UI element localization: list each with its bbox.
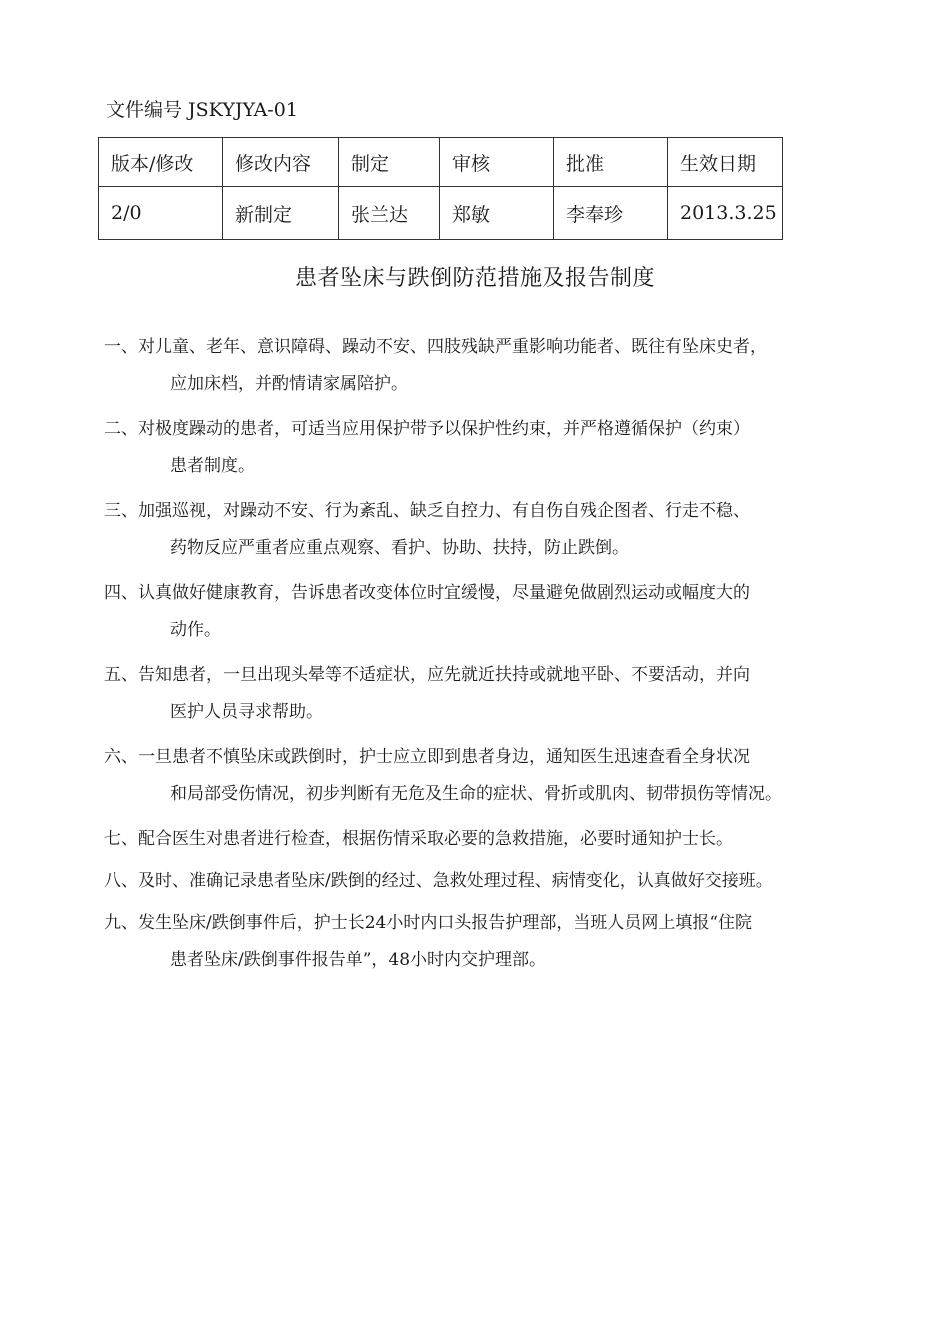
cell-change-content: 新制定: [223, 187, 339, 240]
version-table-header-row: [99, 138, 783, 187]
policy-item: [104, 866, 864, 906]
cell-reviewed-by: 郑敏: [440, 187, 554, 240]
policy-item: [104, 908, 864, 988]
policy-item-line: 七、配合医生对患者进行检查，根据伤情采取必要的急救措施，必要时通知护士长。: [104, 829, 733, 849]
policy-item-continuation: 应加床档，并酌情请家属陪护。: [170, 374, 408, 394]
header-drafted-by: 制定: [339, 138, 440, 187]
version-table-row: [99, 187, 783, 240]
header-reviewed-by: 审核: [440, 138, 554, 187]
policy-item-continuation: 动作。: [170, 620, 221, 640]
policy-item-continuation: 医护人员寻求帮助。: [170, 702, 323, 722]
cell-approved-by: 李奉珍: [554, 187, 668, 240]
policy-item-continuation: 患者制度。: [170, 456, 255, 476]
policy-item-line: 四、认真做好健康教育，告诉患者改变体位时宜缓慢，尽量避免做剧烈运动或幅度大的: [104, 583, 750, 603]
policy-item-line: 三、加强巡视，对躁动不安、行为紊乱、缺乏自控力、有自伤自残企图者、行走不稳、: [104, 501, 750, 521]
policy-item-line: 六、一旦患者不慎坠床或跌倒时，护士应立即到患者身边，通知医生迅速查看全身状况: [104, 747, 750, 767]
cell-drafted-by: 张兰达: [339, 187, 440, 240]
header-effective-date: 生效日期: [668, 138, 783, 187]
policy-item-continuation: 药物反应严重者应重点观察、看护、协助、扶持，防止跌倒。: [170, 538, 629, 558]
policy-item-line: 一、对儿童、老年、意识障碍、躁动不安、四肢残缺严重影响功能者、既往有坠床史者，: [104, 337, 767, 357]
policy-item: [104, 496, 864, 576]
document-title: 患者坠床与跌倒防范措施及报告制度: [294, 266, 655, 291]
version-table: [98, 137, 783, 240]
header-change-content: 修改内容: [223, 138, 339, 187]
file-number: 文件编号 JSKYJYA-01: [106, 99, 298, 121]
policy-item-line: 九、发生坠床/跌倒事件后，护士长24小时内口头报告护理部，当班人员网上填报“住院: [104, 913, 753, 933]
policy-item-line: 二、对极度躁动的患者，可适当应用保护带予以保护性约束，并严格遵循保护（约束）: [104, 419, 750, 439]
policy-item: [104, 578, 864, 658]
policy-item: [104, 414, 864, 494]
cell-version: 2/0: [99, 187, 223, 240]
header-approved-by: 批准: [554, 138, 668, 187]
policy-item: [104, 824, 864, 864]
cell-effective-date: 2013.3.25: [668, 187, 783, 240]
policy-item-line: 八、及时、准确记录患者坠床/跌倒的经过、急救处理过程、病情变化，认真做好交接班。: [104, 871, 773, 891]
policy-item: [104, 742, 864, 822]
policy-item-line: 五、告知患者，一旦出现头晕等不适症状，应先就近扶持或就地平卧、不要活动，并向: [104, 665, 750, 685]
policy-item: [104, 332, 864, 412]
header-version: 版本/修改: [99, 138, 223, 187]
policy-list: [104, 332, 864, 990]
policy-item: [104, 660, 864, 740]
policy-item-continuation: 患者坠床/跌倒事件报告单”，48小时内交护理部。: [170, 950, 547, 970]
policy-item-continuation: 和局部受伤情况，初步判断有无危及生命的症状、骨折或肌肉、韧带损伤等情况。: [170, 784, 782, 804]
